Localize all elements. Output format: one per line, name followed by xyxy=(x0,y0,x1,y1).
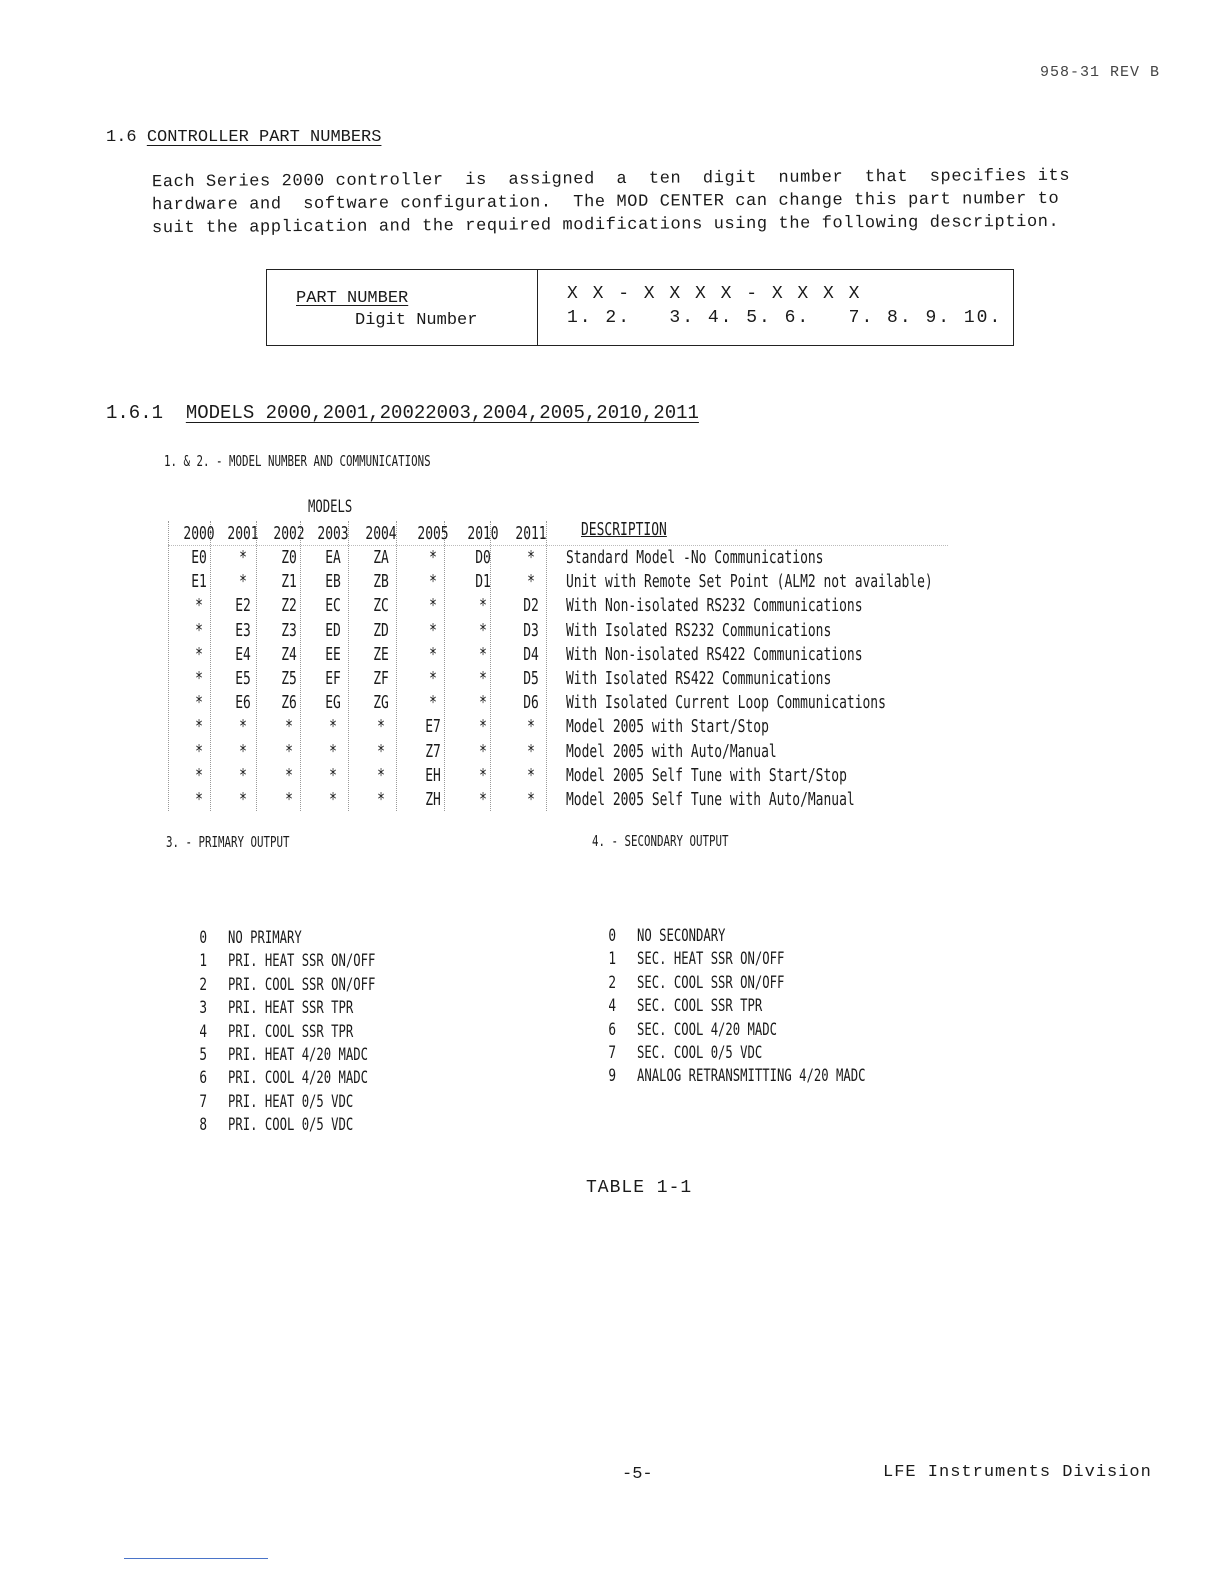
section-number: 1.6.1 xyxy=(106,402,164,424)
model-description: Unit with Remote Set Point (ALM2 not available) xyxy=(566,571,933,593)
model-column-header: 2011 xyxy=(515,523,547,544)
model-code-cell: E5 xyxy=(235,668,251,689)
model-code-cell: D0 xyxy=(475,547,491,568)
model-code-cell: * xyxy=(195,595,203,617)
model-number-subheading: 1. & 2. - MODEL NUMBER AND COMMUNICATIONS xyxy=(164,452,431,470)
output-code: 5 xyxy=(199,1045,208,1065)
output-label: SEC. COOL 0/5 VDC xyxy=(637,1043,763,1063)
model-description: Model 2005 with Auto/Manual xyxy=(566,740,777,762)
model-code-cell: * xyxy=(195,619,203,641)
model-code-cell: * xyxy=(377,716,385,738)
model-code-cell: * xyxy=(377,789,385,810)
model-code-cell: ZB xyxy=(373,571,389,593)
model-code-cell: Z7 xyxy=(425,740,441,762)
model-code-cell: * xyxy=(479,619,487,641)
model-code-cell: D6 xyxy=(523,692,539,714)
model-code-cell: EB xyxy=(325,571,341,593)
output-label: PRI. COOL 0/5 VDC xyxy=(228,1115,354,1136)
model-description: Model 2005 Self Tune with Start/Stop xyxy=(566,764,847,786)
section-1-6-1-heading xyxy=(106,402,699,424)
model-code-cell: Z3 xyxy=(281,619,297,641)
description-header: DESCRIPTION xyxy=(581,519,667,540)
model-code-cell: EH xyxy=(425,764,441,786)
model-code-cell: * xyxy=(239,789,247,810)
model-code-cell: D5 xyxy=(523,668,539,689)
model-code-cell: * xyxy=(285,764,293,786)
table-caption: TABLE 1-1 xyxy=(586,1178,693,1198)
output-label: SEC. COOL SSR TPR xyxy=(637,996,763,1017)
model-code-cell: EF xyxy=(325,668,341,689)
model-code-cell: * xyxy=(479,764,487,786)
model-code-cell: E1 xyxy=(191,571,207,593)
model-code-cell: * xyxy=(377,764,385,786)
output-label: PRI. HEAT 4/20 MADC xyxy=(228,1045,369,1065)
output-code: 7 xyxy=(608,1043,617,1063)
model-code-cell: * xyxy=(429,643,437,665)
model-code-cell: D2 xyxy=(523,595,539,617)
output-code: 3 xyxy=(199,998,208,1019)
model-code-cell: ZG xyxy=(373,692,389,714)
model-code-cell: E2 xyxy=(235,595,251,617)
model-code-cell: * xyxy=(329,716,337,738)
document-number: 958-31 REV B xyxy=(1040,64,1161,81)
output-label: SEC. COOL SSR ON/OFF xyxy=(637,972,785,993)
model-code-cell: E0 xyxy=(191,547,207,568)
output-label: NO SECONDARY xyxy=(637,926,726,946)
output-code: 0 xyxy=(608,926,617,946)
model-code-cell: * xyxy=(195,789,203,810)
model-description: Standard Model -No Communications xyxy=(566,547,824,568)
model-code-cell: E3 xyxy=(235,619,251,641)
model-code-cell: * xyxy=(285,716,293,738)
output-label: PRI. HEAT SSR TPR xyxy=(228,998,354,1019)
model-code-cell: * xyxy=(285,789,293,810)
division-name: LFE Instruments Division xyxy=(883,1463,1152,1482)
model-code-cell: * xyxy=(429,668,437,689)
output-code: 1 xyxy=(608,949,617,970)
model-code-cell: * xyxy=(195,668,203,689)
model-column-header: 2004 xyxy=(365,523,397,544)
model-column-header: 2005 xyxy=(417,523,449,544)
model-code-cell: * xyxy=(527,789,535,810)
output-label: ANALOG RETRANSMITTING 4/20 MADC xyxy=(637,1066,866,1087)
model-code-cell: * xyxy=(195,740,203,762)
model-code-cell: ZF xyxy=(373,668,389,689)
section-1-6-heading xyxy=(106,128,381,147)
model-description: With Isolated RS422 Communications xyxy=(566,668,832,689)
model-description: With Isolated Current Loop Communications xyxy=(566,692,886,714)
model-code-cell: * xyxy=(239,571,247,593)
model-code-cell: * xyxy=(429,619,437,641)
output-label: PRI. COOL 4/20 MADC xyxy=(228,1068,369,1089)
output-label: PRI. HEAT 0/5 VDC xyxy=(228,1091,354,1112)
model-code-cell: ZD xyxy=(373,619,389,641)
header-rule xyxy=(168,545,948,546)
model-description: Model 2005 with Start/Stop xyxy=(566,716,769,738)
model-description: With Non-isolated RS232 Communications xyxy=(566,595,863,617)
secondary-output-heading: 4. - SECONDARY OUTPUT xyxy=(592,832,729,850)
model-description: With Isolated RS232 Communications xyxy=(566,619,832,641)
model-code-cell: * xyxy=(329,740,337,762)
model-code-cell: * xyxy=(479,740,487,762)
model-column-header: 2003 xyxy=(317,523,349,544)
output-code: 7 xyxy=(199,1091,208,1112)
model-code-cell: * xyxy=(479,643,487,665)
model-code-cell: * xyxy=(429,547,437,568)
model-code-cell: EE xyxy=(325,643,341,665)
model-code-cell: * xyxy=(479,595,487,617)
model-code-cell: * xyxy=(527,571,535,593)
part-number-title: PART NUMBER xyxy=(296,289,409,308)
intro-line-1: Each Series 2000 controller is assigned a ten digit number that specifies its xyxy=(151,166,1071,193)
model-code-cell: Z2 xyxy=(281,595,297,617)
output-code: 4 xyxy=(608,996,617,1017)
intro-line-3: suit the application and the required modifications using the following description. xyxy=(151,212,1060,239)
model-code-cell: E6 xyxy=(235,692,251,714)
model-column-header: 2000 xyxy=(183,523,215,544)
model-code-cell: * xyxy=(239,740,247,762)
model-code-cell: D1 xyxy=(475,571,491,593)
section-number: 1.6 xyxy=(106,128,137,147)
bottom-rule xyxy=(124,1558,268,1559)
output-code: 0 xyxy=(199,928,208,948)
model-code-cell: ZH xyxy=(425,789,441,810)
model-code-cell: Z1 xyxy=(281,571,297,593)
part-number-box xyxy=(266,269,1014,346)
model-code-cell: * xyxy=(195,716,203,738)
output-code: 1 xyxy=(199,951,208,972)
output-label: NO PRIMARY xyxy=(228,928,302,948)
model-code-cell: ZA xyxy=(373,547,389,568)
section-title: CONTROLLER PART NUMBERS xyxy=(146,128,382,147)
model-code-cell: ZC xyxy=(373,595,389,617)
model-column-header: 2002 xyxy=(273,523,305,544)
output-code: 6 xyxy=(608,1019,617,1040)
model-column-header: 2010 xyxy=(467,523,499,544)
model-code-cell: D4 xyxy=(523,643,539,665)
model-code-cell: Z0 xyxy=(281,547,297,568)
output-code: 2 xyxy=(199,974,208,995)
model-code-cell: Z6 xyxy=(281,692,297,714)
model-code-cell: * xyxy=(329,789,337,810)
output-code: 9 xyxy=(608,1066,617,1087)
model-column-header: 2001 xyxy=(227,523,259,544)
model-code-cell: ED xyxy=(325,619,341,641)
part-number-divider xyxy=(537,270,538,345)
section-title: MODELS 2000,2001,20022003,2004,2005,2010,2011 xyxy=(185,402,699,424)
output-label: PRI. COOL SSR ON/OFF xyxy=(228,974,376,995)
model-code-cell: * xyxy=(429,595,437,617)
output-label: SEC. COOL 4/20 MADC xyxy=(637,1019,778,1040)
model-code-cell: E7 xyxy=(425,716,441,738)
output-code: 8 xyxy=(199,1115,208,1136)
model-code-cell: EC xyxy=(325,595,341,617)
output-label: PRI. HEAT SSR ON/OFF xyxy=(228,951,376,972)
model-code-cell: Z5 xyxy=(281,668,297,689)
table-column-rule xyxy=(168,521,169,811)
output-label: SEC. HEAT SSR ON/OFF xyxy=(637,949,785,970)
model-code-cell: * xyxy=(429,571,437,593)
model-code-cell: * xyxy=(195,692,203,714)
model-code-cell: ZE xyxy=(373,643,389,665)
output-label: PRI. COOL SSR TPR xyxy=(228,1021,354,1042)
model-code-cell: * xyxy=(239,716,247,738)
part-number-digits: 1. 2. 3. 4. 5. 6. 7. 8. 9. 10. xyxy=(567,308,1003,328)
output-code: 6 xyxy=(199,1068,208,1089)
model-description: With Non-isolated RS422 Communications xyxy=(566,643,863,665)
model-code-cell: * xyxy=(479,789,487,810)
model-code-cell: * xyxy=(527,547,535,568)
model-code-cell: * xyxy=(195,764,203,786)
model-code-cell: Z4 xyxy=(281,643,297,665)
model-code-cell: * xyxy=(527,740,535,762)
model-code-cell: * xyxy=(429,692,437,714)
model-code-cell: * xyxy=(239,547,247,568)
model-code-cell: * xyxy=(285,740,293,762)
model-code-cell: E4 xyxy=(235,643,251,665)
digit-number-label: Digit Number xyxy=(355,311,478,330)
model-code-cell: * xyxy=(479,692,487,714)
model-code-cell: * xyxy=(479,716,487,738)
output-code: 4 xyxy=(199,1021,208,1042)
model-code-cell: * xyxy=(527,764,535,786)
model-code-cell: EA xyxy=(325,547,341,568)
model-code-cell: * xyxy=(195,643,203,665)
model-code-cell: * xyxy=(527,716,535,738)
primary-output-heading: 3. - PRIMARY OUTPUT xyxy=(166,833,290,851)
intro-line-2: hardware and software configuration. The MOD CENTER can change this part number to xyxy=(151,189,1060,216)
model-code-cell: * xyxy=(329,764,337,786)
model-code-cell: D3 xyxy=(523,619,539,641)
page-number: -5- xyxy=(622,1465,653,1484)
model-description: Model 2005 Self Tune with Auto/Manual xyxy=(566,789,855,810)
output-code: 2 xyxy=(608,972,617,993)
model-code-cell: * xyxy=(479,668,487,689)
model-code-cell: * xyxy=(239,764,247,786)
model-code-cell: EG xyxy=(325,692,341,714)
model-code-cell: * xyxy=(377,740,385,762)
models-table xyxy=(168,497,972,809)
part-number-pattern: X X - X X X X - X X X X xyxy=(567,284,862,304)
models-group-header: MODELS xyxy=(308,497,353,517)
